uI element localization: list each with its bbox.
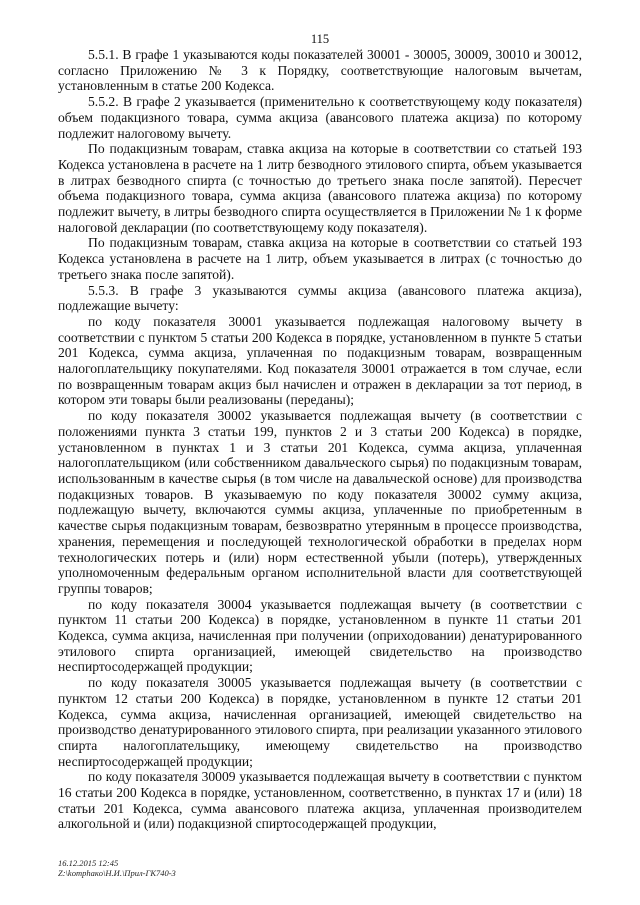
page-number: 115: [310, 32, 330, 46]
paragraph-volume-anhydrous: По подакцизным товарам, ставка акциза на которые в соответствии со статьей 193 Кодекса установлена в расчете на 1 литр безводного этилового спирта, объем указывается в литрах безводного спирта (с точностью до третьего знака после запятой). Пересчет объема подакцизного товара, сумма акциза (авансового платежа акциза) по которому подлежит вычету, в литры безводного спирта осуществляется в Приложении № 1 к форме налоговой декларации (по соответствующему коду показателя).: [58, 141, 582, 235]
page-footer: [58, 858, 176, 878]
document-body: [58, 47, 582, 832]
paragraph-volume-litres: По подакцизным товарам, ставка акциза на которые в соответствии со статьей 193 Кодекса установлена в расчете на 1 литр, объем указывается в литрах (с точностью до третьего знака после запятой).: [58, 235, 582, 282]
paragraph-5-5-1: 5.5.1. В графе 1 указываются коды показателей 30001 - 30005, 30009, 30010 и 30012, согласно Приложению № 3 к Порядку, соответствующие налоговым вычетам, установленным в статье 200 Кодекса.: [58, 47, 582, 94]
paragraph-5-5-3: 5.5.3. В графе 3 указываются суммы акциза (авансового платежа акциза), подлежащие вычету:: [58, 282, 582, 314]
paragraph-code-30001: по коду показателя 30001 указывается подлежащая налоговому вычету в соответствии с пунктом 5 статьи 200 Кодекса в порядке, установленном в пункте 5 статьи 201 Кодекса, сумма акциза, уплаченная по подакцизным товарам, возвращенным налогоплательщику покупателями. Код показателя 30001 отражается в том случае, если по возвращенным товарам акциз был начислен и отражен в декларации за тот период, в котором эти товары были реализованы (переданы);: [58, 313, 582, 408]
paragraph-code-30009: по коду показателя 30009 указывается подлежащая вычету в соответствии с пунктом 16 статьи 200 Кодекса в порядке, установленном, соответственно, в пунктах 17 и (или) 18 статьи 201 Кодекса, сумма авансового платежа акциза, уплаченная производителем алкогольной и (или) подакцизной спиртосодержащей продукции,: [58, 769, 582, 832]
paragraph-code-30004: по коду показателя 30004 указывается подлежащая вычету (в соответствии с пунктом 11 статьи 200 Кодекса) в порядке, установленном в пункте 11 статьи 201 Кодекса, сумма акциза, начисленная при получении (оприходовании) денатурированного этилового спирта организацией, имеющей свидетельство на производство неспиртосодержащей продукции;: [58, 596, 582, 675]
paragraph-5-5-2: 5.5.2. В графе 2 указывается (применительно к соответствующему коду показателя) объем подакцизного товара, сумма акциза (авансового платежа акциза) по которому подлежит налоговому вычету.: [58, 94, 582, 141]
paragraph-code-30005: по коду показателя 30005 указывается подлежащая вычету (в соответствии с пунктом 12 статьи 200 Кодекса) в порядке, установленном в пункте 12 статьи 201 Кодекса, сумма акциза, начисленная организацией, имеющей свидетельство на производство денатурированного этилового спирта, при реализации указанного этилового спирта налогоплательщику, имеющему свидетельство на производство неспиртосодержащей продукции;: [58, 675, 582, 769]
paragraph-code-30002: по коду показателя 30002 указывается подлежащая вычету (в соответствии с положениями пункта 3 статьи 199, пунктов 2 и 3 статьи 200 Кодекса) в порядке, установленном в пунктах 1 и 3 статьи 201 Кодекса, сумма акциза, уплаченная налогоплательщиком (или собственником давальческого сырья) по подакцизным товарам, использованным в качестве сырья (в том числе на давальческой основе) для производства подакцизных товаров. В указываемую по коду показателя 30002 сумму акциза, подлежащую вычету, включаются суммы акциза, уплаченные по приобретенным в качестве сырья подакцизным товарам, безвозвратно утерянным в процессе производства, хранения, перемещения и последующей технологической обработки в пределах норм технологических потерь и (или) норм естественной убыли (потерь), утвержденных уполномоченным федеральным органом исполнительной власти для соответствующей группы товаров;: [58, 408, 582, 596]
footer-file-path: Z:\komphaкo\Н.И.\Прил-ГК740-3: [58, 868, 176, 878]
footer-date: 16.12.2015 12:45: [58, 858, 119, 868]
